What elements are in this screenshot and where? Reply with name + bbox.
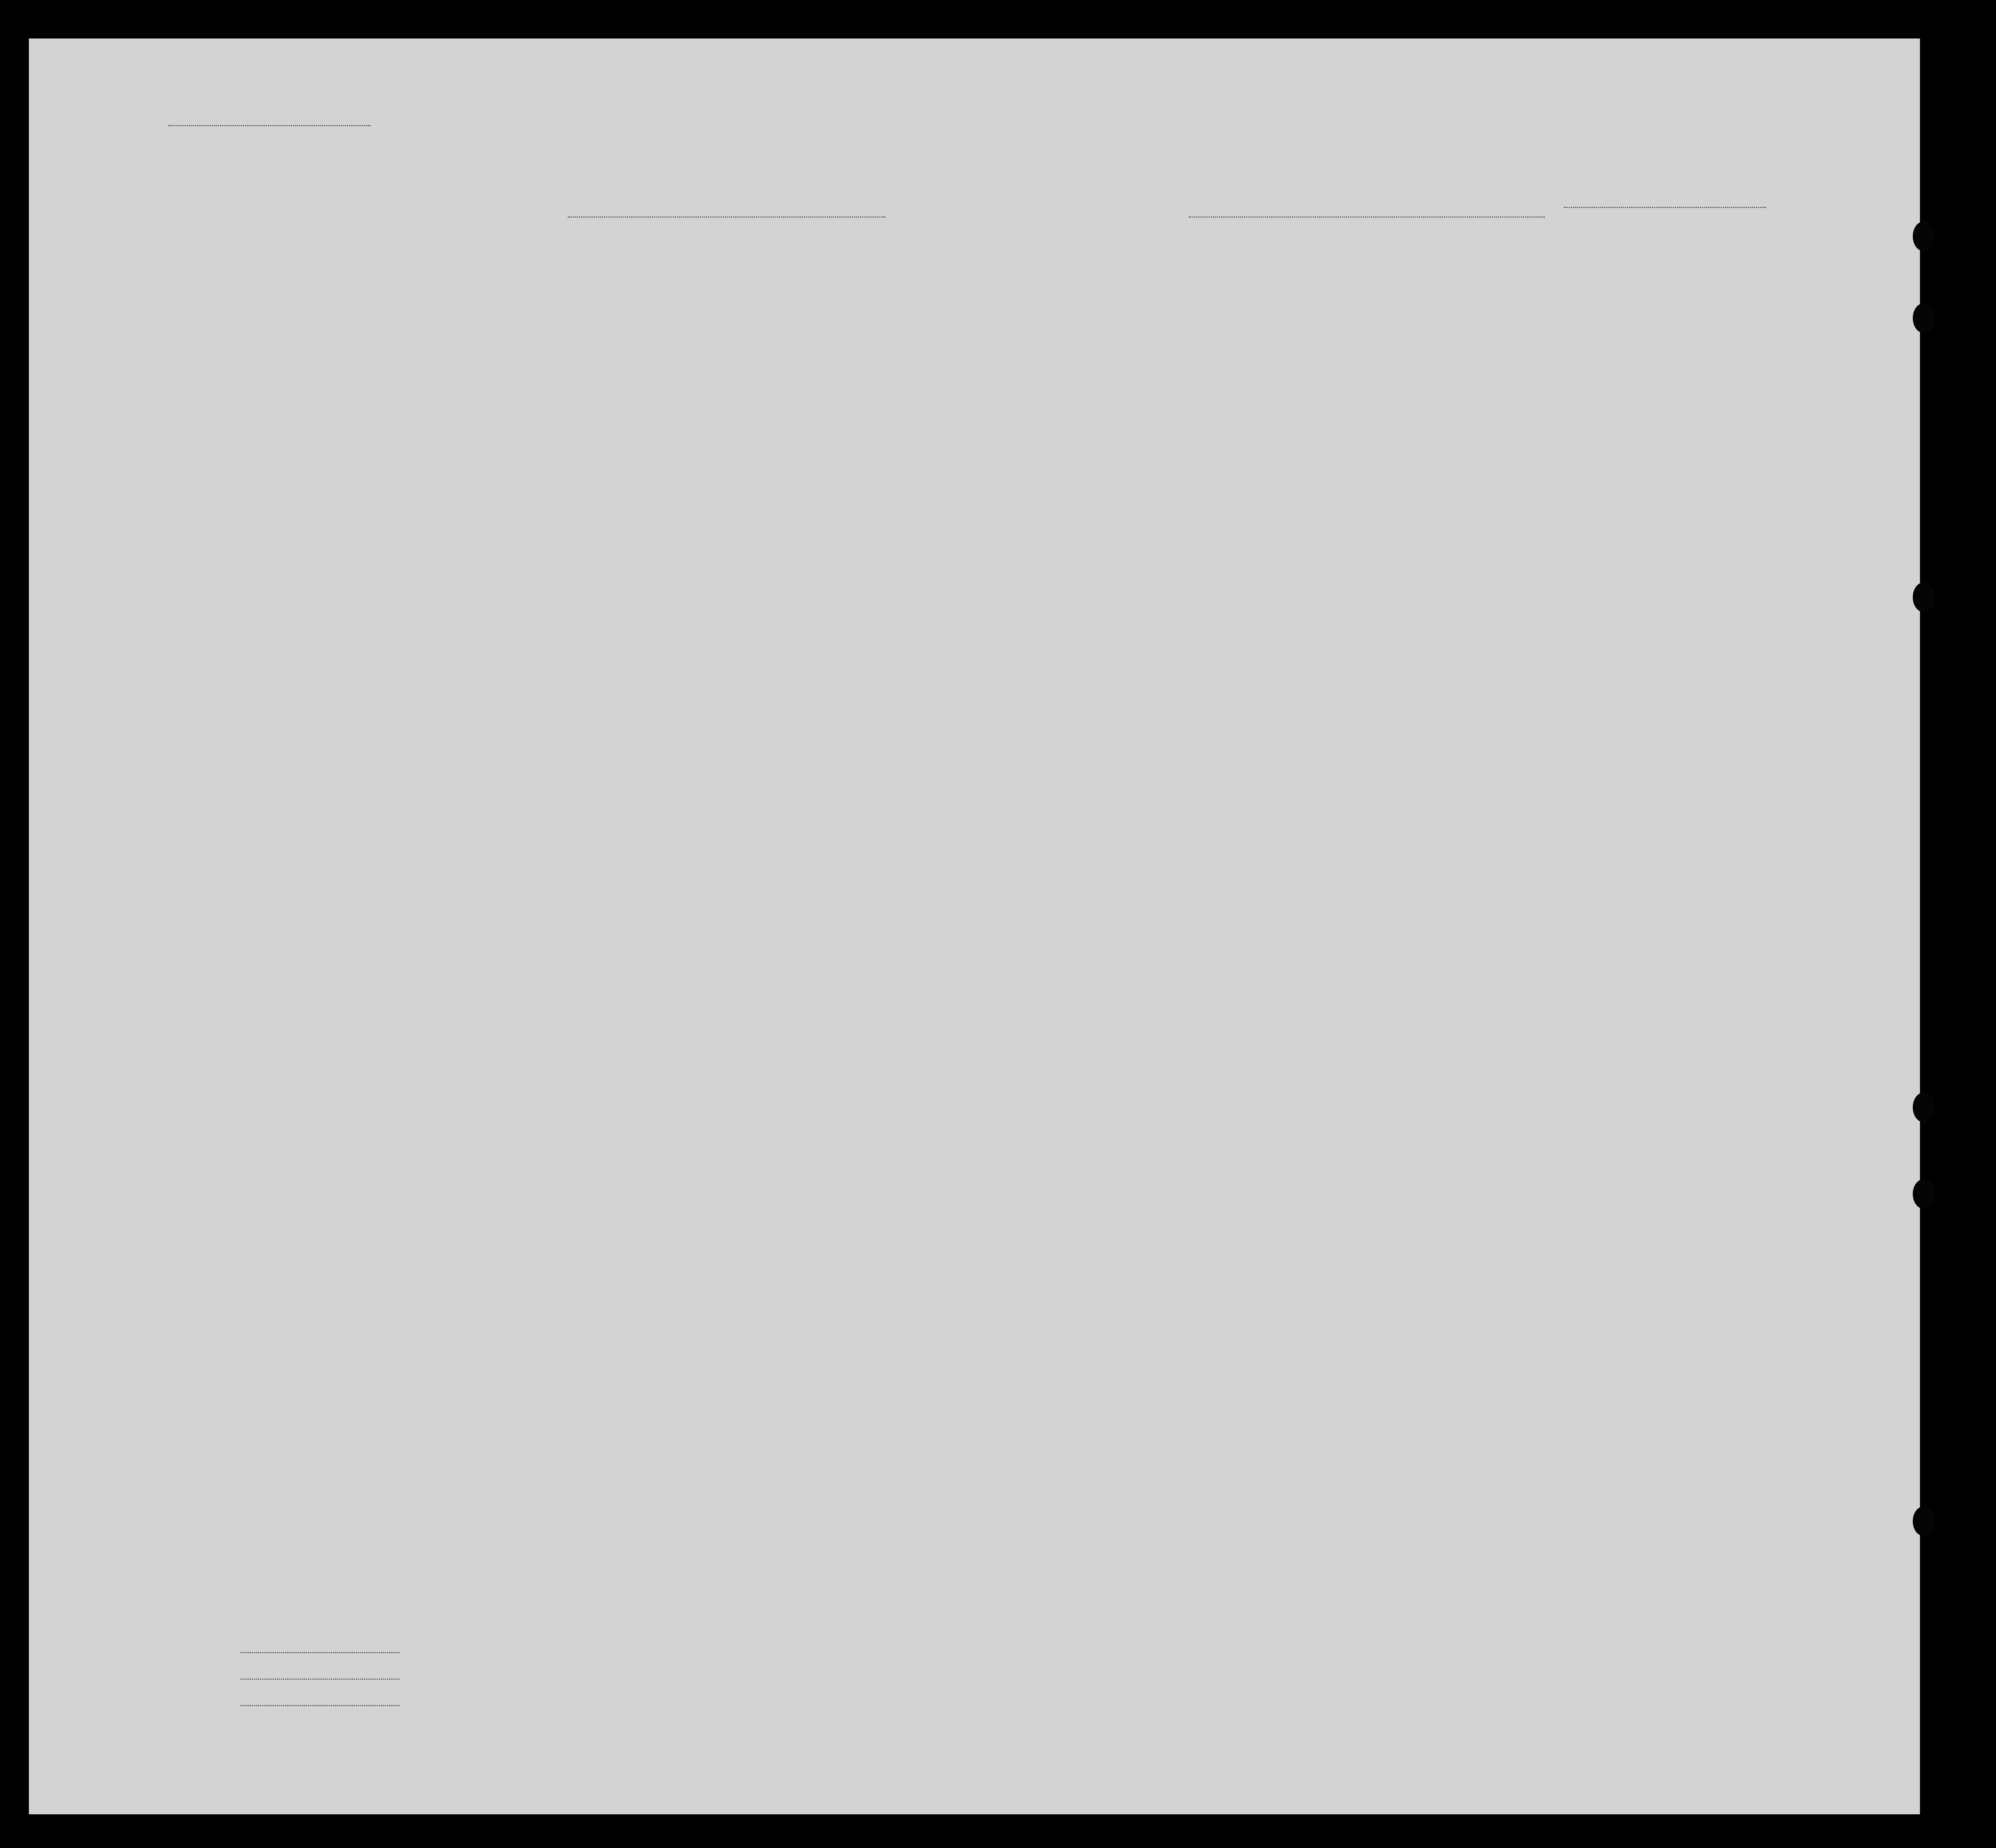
aliens-row — [236, 1696, 399, 1709]
punch-hole — [1913, 1506, 1935, 1536]
aliens-field — [241, 1705, 399, 1706]
punch-hole — [1913, 221, 1935, 251]
sailing-underline — [1189, 217, 1545, 218]
punch-hole — [1913, 303, 1935, 333]
list-underline — [168, 125, 371, 126]
total-passengers-field — [241, 1652, 399, 1653]
manifest-table — [72, 245, 1920, 1559]
manifest-sheet — [29, 38, 1920, 1814]
us-citizens-row — [236, 1670, 399, 1682]
punch-hole — [1913, 582, 1935, 612]
ship-underline — [568, 217, 885, 218]
punch-hole — [1913, 1179, 1935, 1209]
us-citizens-field — [241, 1679, 399, 1680]
punch-hole — [1913, 1092, 1935, 1122]
date-underline — [1564, 207, 1766, 208]
total-passengers-row — [236, 1643, 399, 1656]
